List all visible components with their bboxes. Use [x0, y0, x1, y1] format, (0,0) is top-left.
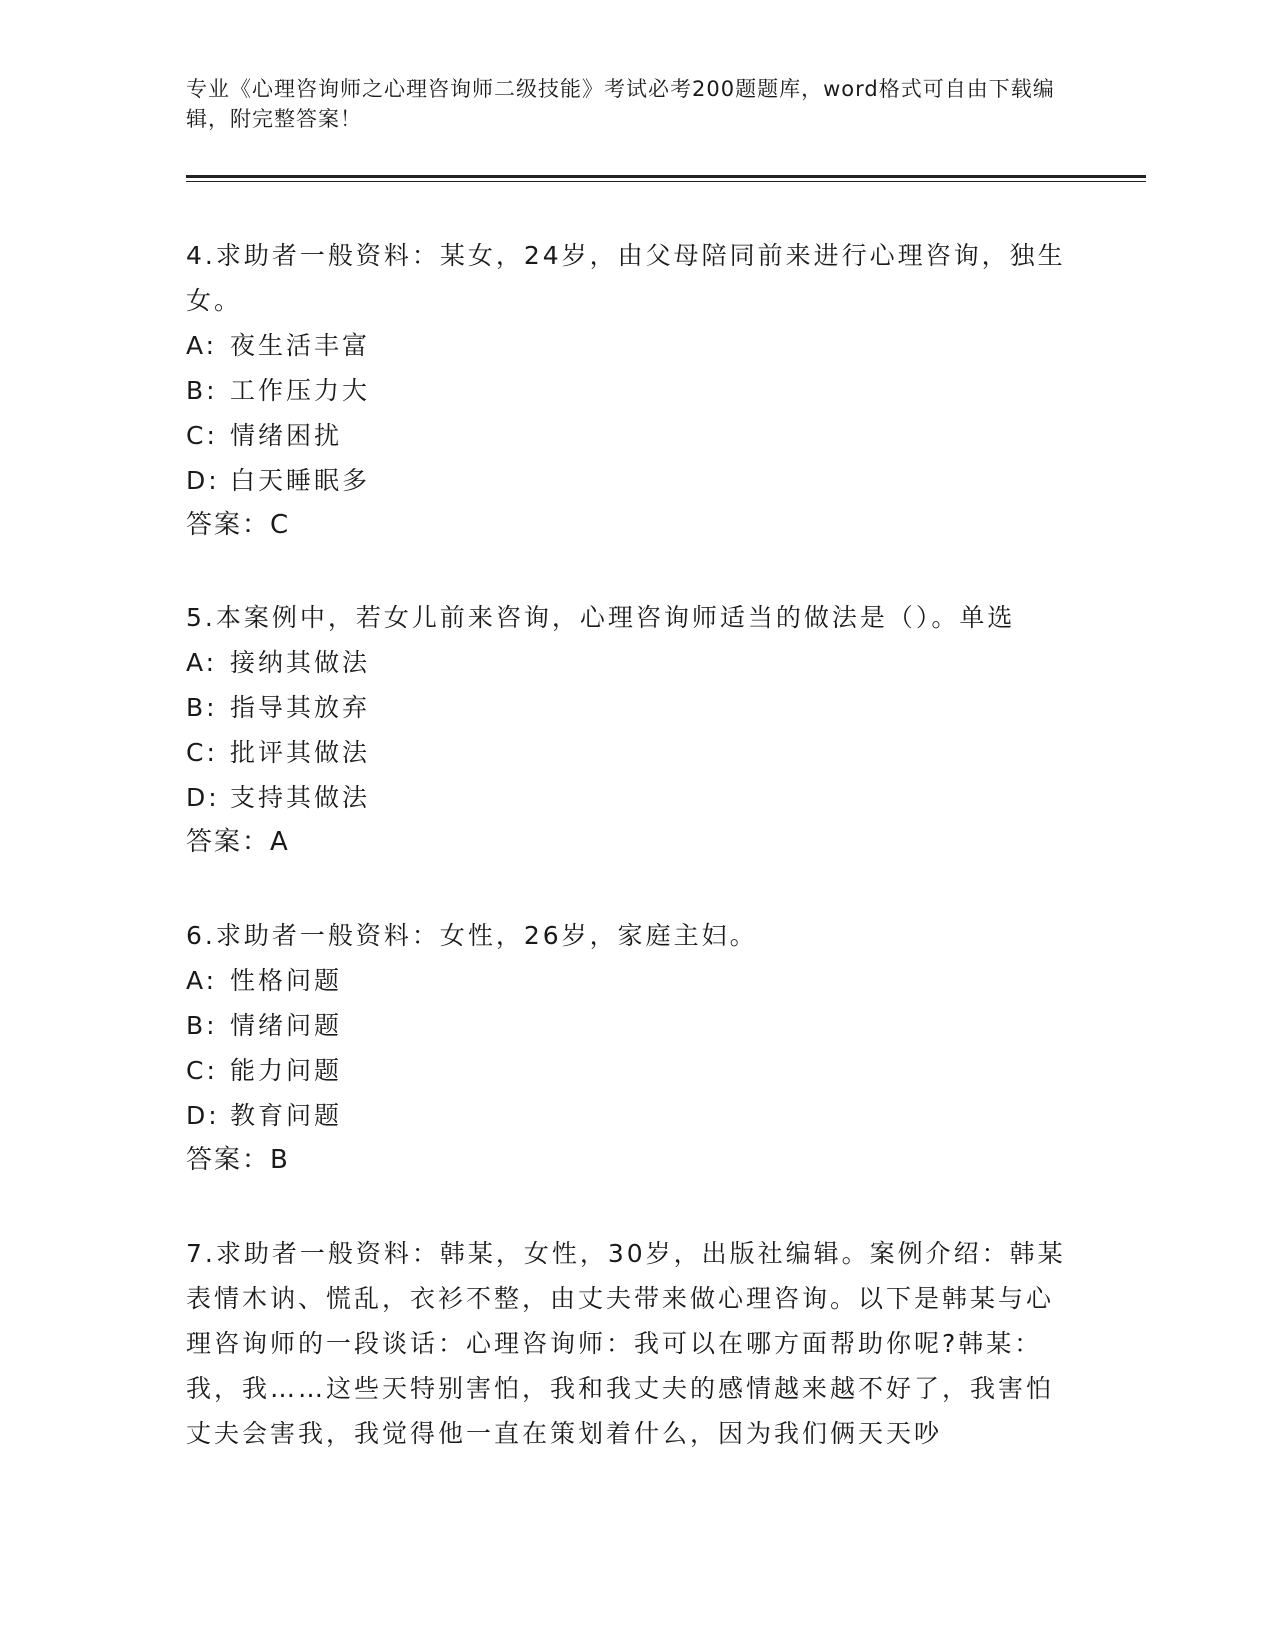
- option-text: 教育问题: [230, 1101, 343, 1130]
- question-stem: 4.求助者一般资料：某女，24岁，由父母陪同前来进行心理咨询，独生女。: [186, 241, 1066, 315]
- option-d: [186, 1093, 1066, 1138]
- header-divider-thin: [186, 181, 1146, 182]
- option-text: 批评其做法: [230, 738, 371, 767]
- option-b: [186, 685, 1066, 730]
- question-stem: 5.本案例中，若女儿前来咨询，心理咨询师适当的做法是（）。单选: [186, 603, 1016, 632]
- option-letter: D:: [186, 466, 220, 495]
- option-b: [186, 1003, 1066, 1048]
- question-7: [186, 1231, 1066, 1456]
- option-text: 白天睡眠多: [230, 466, 371, 495]
- option-letter: C:: [186, 1056, 218, 1085]
- option-letter: A:: [186, 331, 218, 360]
- option-c: [186, 413, 1066, 458]
- answer-line: 答案：B: [186, 1145, 290, 1175]
- option-letter: D:: [186, 1101, 220, 1130]
- option-text: 性格问题: [230, 966, 343, 995]
- option-letter: B:: [186, 376, 218, 405]
- option-text: 支持其做法: [230, 783, 371, 812]
- option-text: 情绪问题: [230, 1011, 343, 1040]
- option-a: [186, 640, 1066, 685]
- page-header: 专业《心理咨询师之心理咨询师二级技能》考试必考200题题库，word格式可自由下载编辑，附完整答案！: [186, 77, 1055, 131]
- option-d: [186, 458, 1066, 503]
- option-letter: A:: [186, 966, 218, 995]
- option-a: [186, 958, 1066, 1003]
- option-b: [186, 368, 1066, 413]
- option-letter: A:: [186, 648, 218, 677]
- option-letter: C:: [186, 738, 218, 767]
- option-letter: C:: [186, 421, 218, 450]
- option-text: 夜生活丰富: [230, 331, 371, 360]
- question-4: [186, 233, 1066, 548]
- option-text: 指导其放弃: [230, 693, 371, 722]
- option-letter: D:: [186, 783, 220, 812]
- option-text: 工作压力大: [230, 376, 371, 405]
- option-text: 接纳其做法: [230, 648, 371, 677]
- option-text: 情绪困扰: [230, 421, 343, 450]
- answer-line: 答案：C: [186, 510, 291, 540]
- question-stem: 7.求助者一般资料：韩某，女性，30岁，出版社编辑。案例介绍：韩某表情木讷、慌乱，衣衫不整，由丈夫带来做心理咨询。以下是韩某与心理咨询师的一段谈话：心理咨询师：我可以在哪方面帮助你呢?韩某：我，我……这些天特别害怕，我和我丈夫的感情越来越不好了，我害怕丈夫会害我，我觉得他一直在策划着什么，因为我们俩天天吵: [186, 1239, 1066, 1448]
- option-a: [186, 323, 1066, 368]
- question-6: [186, 913, 1066, 1183]
- option-c: [186, 1048, 1066, 1093]
- header-divider-thick: [186, 175, 1146, 178]
- option-c: [186, 730, 1066, 775]
- option-letter: B:: [186, 693, 218, 722]
- question-5: [186, 595, 1066, 865]
- question-stem: 6.求助者一般资料：女性，26岁，家庭主妇。: [186, 921, 758, 950]
- option-text: 能力问题: [230, 1056, 343, 1085]
- option-d: [186, 775, 1066, 820]
- option-letter: B:: [186, 1011, 218, 1040]
- answer-line: 答案：A: [186, 827, 290, 857]
